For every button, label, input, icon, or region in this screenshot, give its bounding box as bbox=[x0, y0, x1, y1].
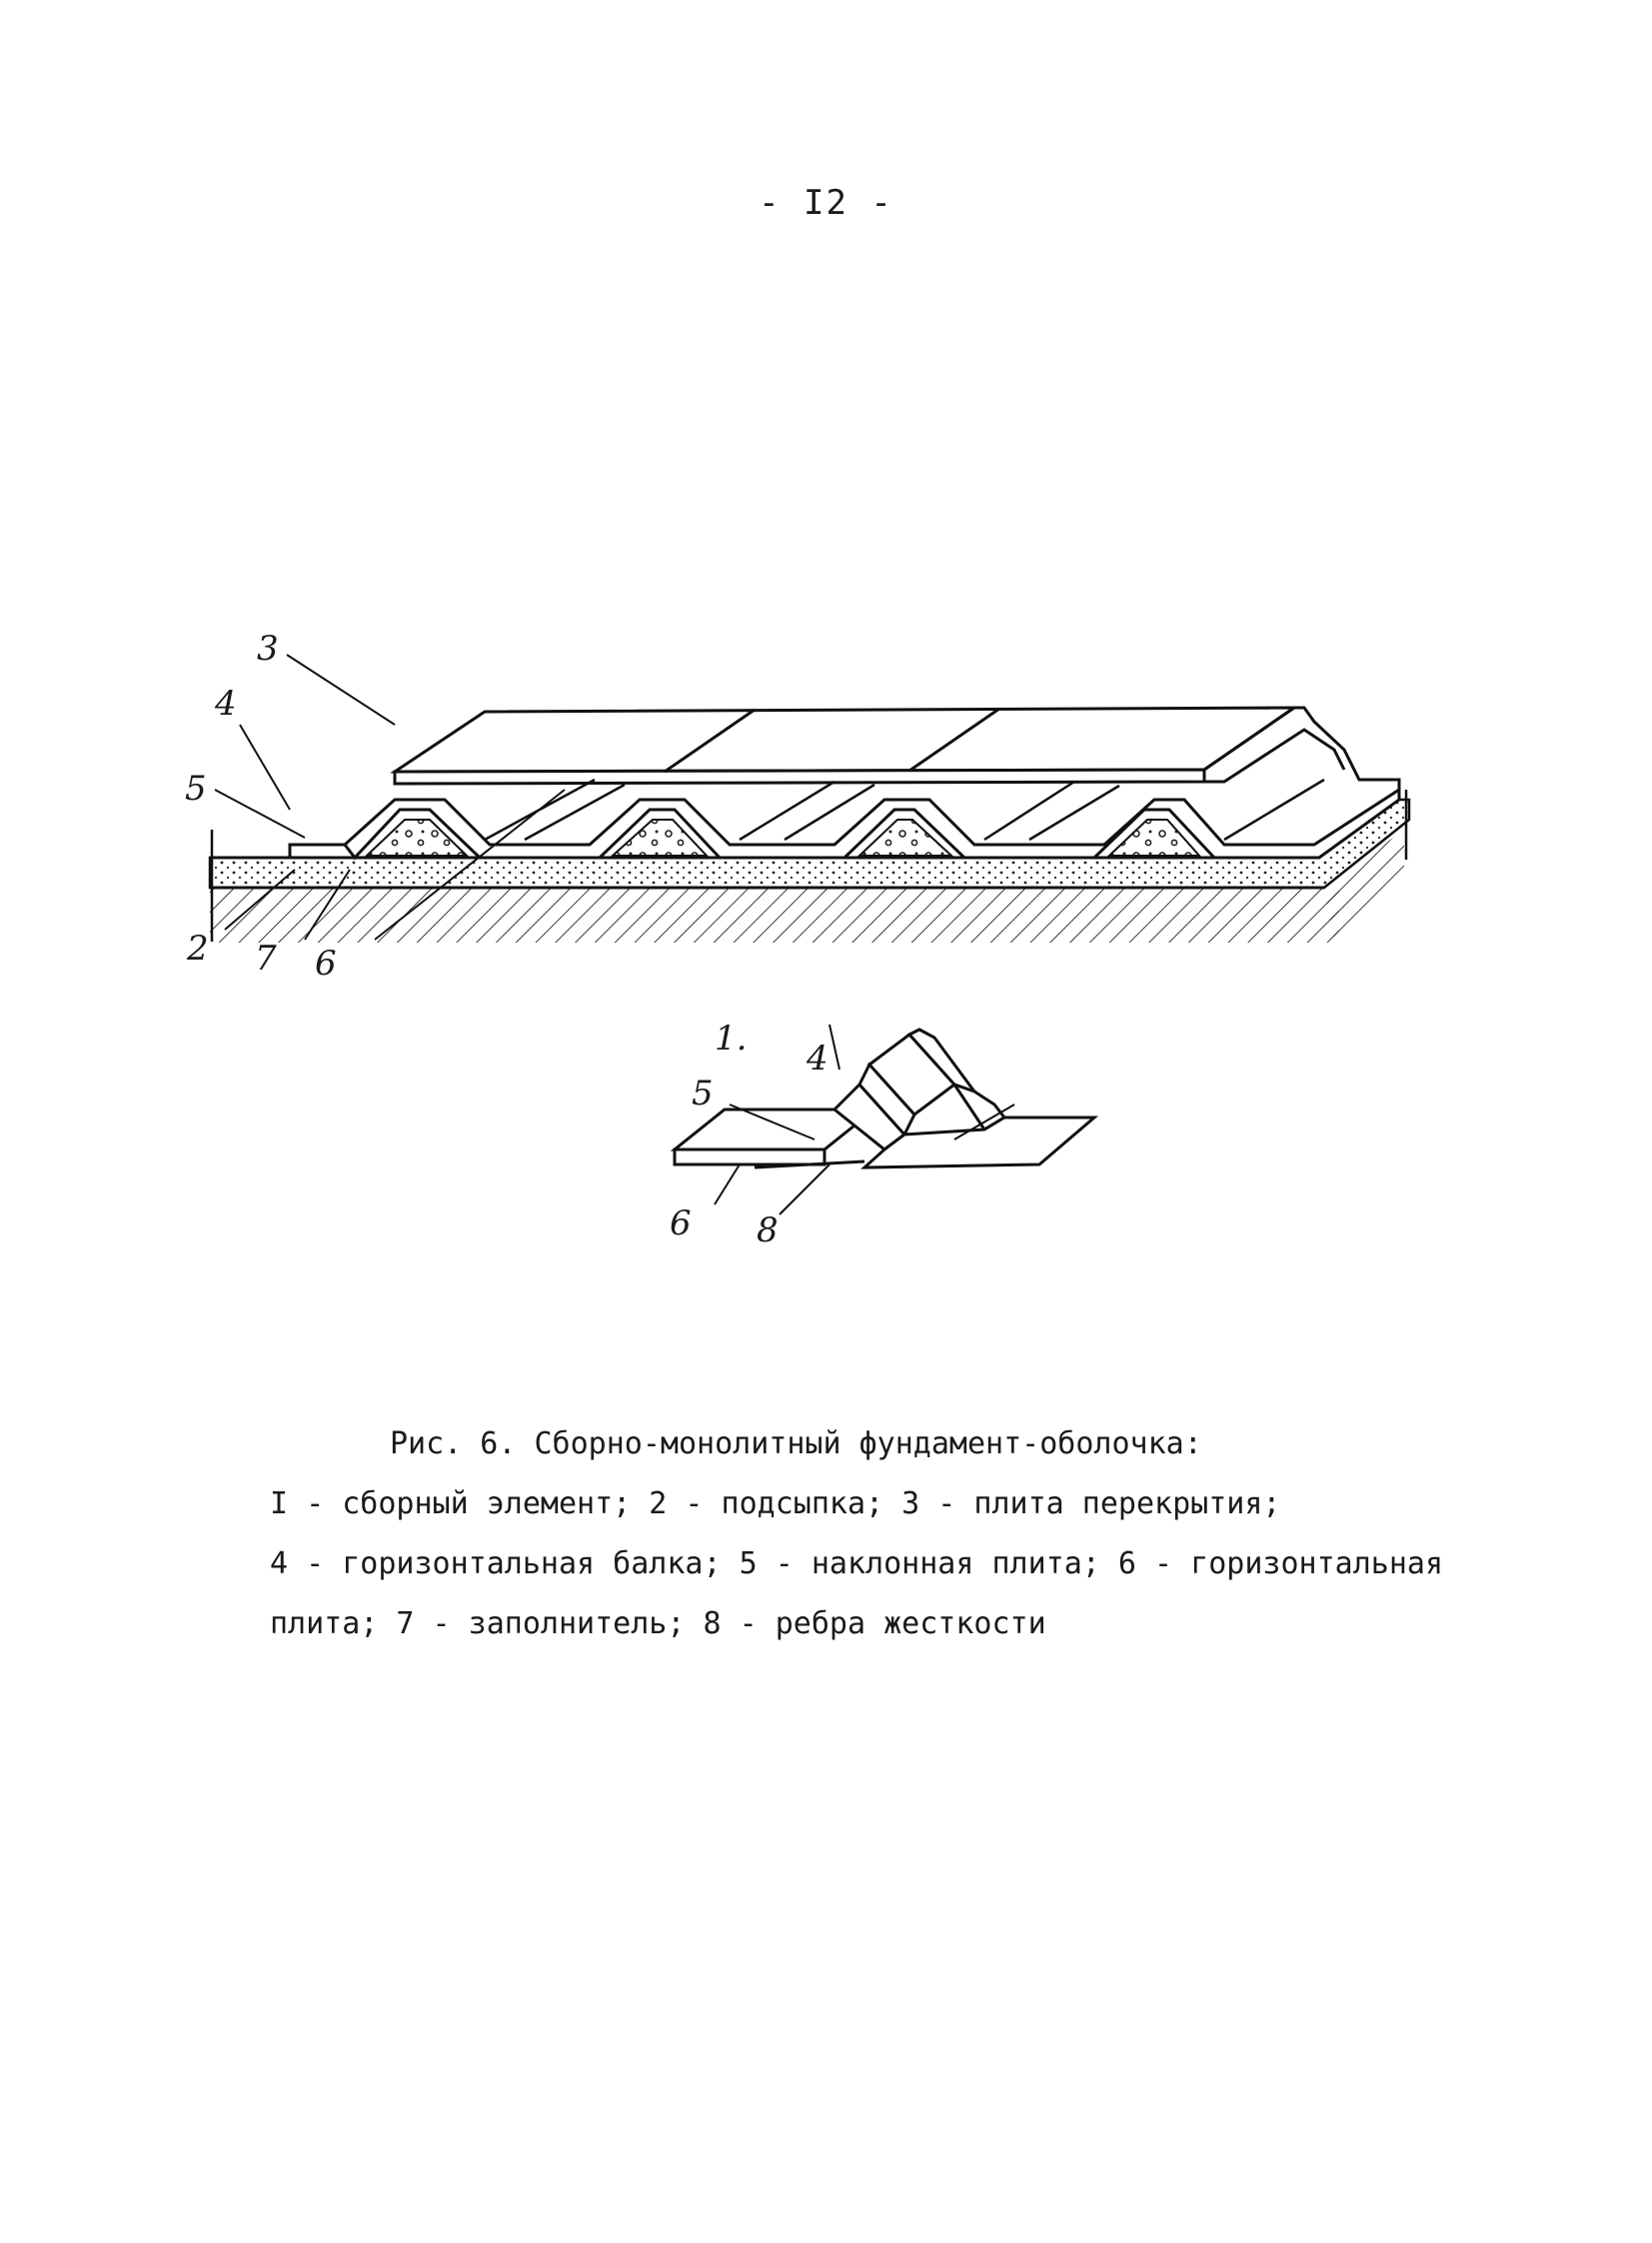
label-2: 2 bbox=[187, 929, 209, 969]
label-5: 5 bbox=[185, 769, 207, 809]
caption-line: I - сборный элемент; 2 - подсыпка; 3 - плита перекрытия; bbox=[270, 1486, 1281, 1521]
detail-label-5: 5 bbox=[692, 1074, 714, 1114]
label-3: 3 bbox=[257, 629, 279, 669]
label-4: 4 bbox=[215, 684, 237, 724]
detail-label-8: 8 bbox=[757, 1210, 779, 1250]
caption-line: плита; 7 - заполнитель; 8 - ребра жесткости bbox=[270, 1606, 1046, 1641]
caption-line: 4 - горизонтальная балка; 5 - наклонная плита; 6 - горизонтальная bbox=[270, 1546, 1443, 1581]
floor-slabs bbox=[395, 708, 1399, 790]
figure-caption bbox=[270, 1414, 1519, 1654]
label-6: 6 bbox=[315, 944, 337, 984]
detail-label-4: 4 bbox=[807, 1039, 828, 1079]
page-number: - I2 - bbox=[759, 183, 893, 223]
detail-label-6: 6 bbox=[670, 1203, 692, 1243]
foundation-figure bbox=[185, 629, 1464, 1273]
caption-title: Рис. 6. Сборно-монолитный фундамент-оболочка: bbox=[390, 1426, 1202, 1461]
detail-label-1: 1. bbox=[715, 1019, 748, 1059]
foundation-drawing bbox=[185, 629, 1464, 1269]
label-7: 7 bbox=[255, 939, 277, 979]
